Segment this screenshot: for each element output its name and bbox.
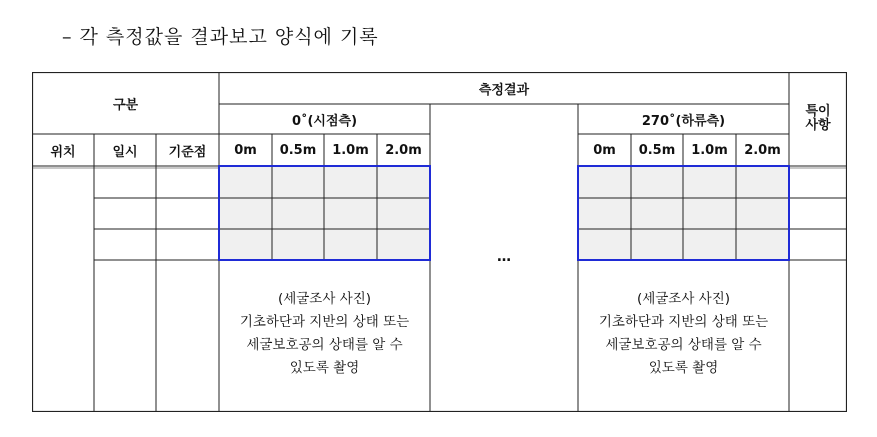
instruction-text: – 각 측정값을 결과보고 양식에 기록: [62, 26, 379, 48]
left-depth-0: 0m: [234, 142, 257, 158]
col-position: 위치: [50, 144, 76, 160]
header-group: 구분: [112, 97, 139, 113]
right-depth-1: 0.5m: [638, 142, 676, 158]
photo-note-line: 세굴보호공의 상태를 알 수: [246, 337, 403, 353]
photo-note-line: (세굴조사 사진): [636, 291, 731, 307]
col-datetime: 일시: [112, 144, 138, 160]
ellipsis-gap: …: [497, 249, 511, 265]
measurement-result-table: [32, 72, 847, 412]
photo-note-line: 세굴보호공의 상태를 알 수: [605, 337, 762, 353]
left-depth-3: 2.0m: [385, 142, 422, 158]
photo-note-line: (세굴조사 사진): [277, 291, 372, 307]
right-photo-note: [578, 288, 789, 380]
right-depth-0: 0m: [593, 142, 616, 158]
col-reference: 기준점: [168, 144, 207, 160]
right-depth-3: 2.0m: [744, 142, 781, 158]
photo-note-line: 있도록 촬영: [289, 360, 360, 376]
photo-note-line: 있도록 촬영: [648, 360, 719, 376]
header-result: 측정결과: [478, 82, 530, 98]
photo-note-line: 기초하단과 지반의 상태 또는: [598, 314, 769, 330]
left-depth-2: 1.0m: [332, 142, 369, 158]
left-photo-note: [219, 288, 430, 380]
photo-note-line: 기초하단과 지반의 상태 또는: [239, 314, 410, 330]
left-depth-1: 0.5m: [279, 142, 317, 158]
right-depth-2: 1.0m: [691, 142, 728, 158]
section-right-header: 270˚(하류측): [641, 113, 726, 129]
section-left-header: 0˚(시점측): [291, 113, 358, 129]
header-remarks: 특이 사항: [805, 104, 831, 133]
